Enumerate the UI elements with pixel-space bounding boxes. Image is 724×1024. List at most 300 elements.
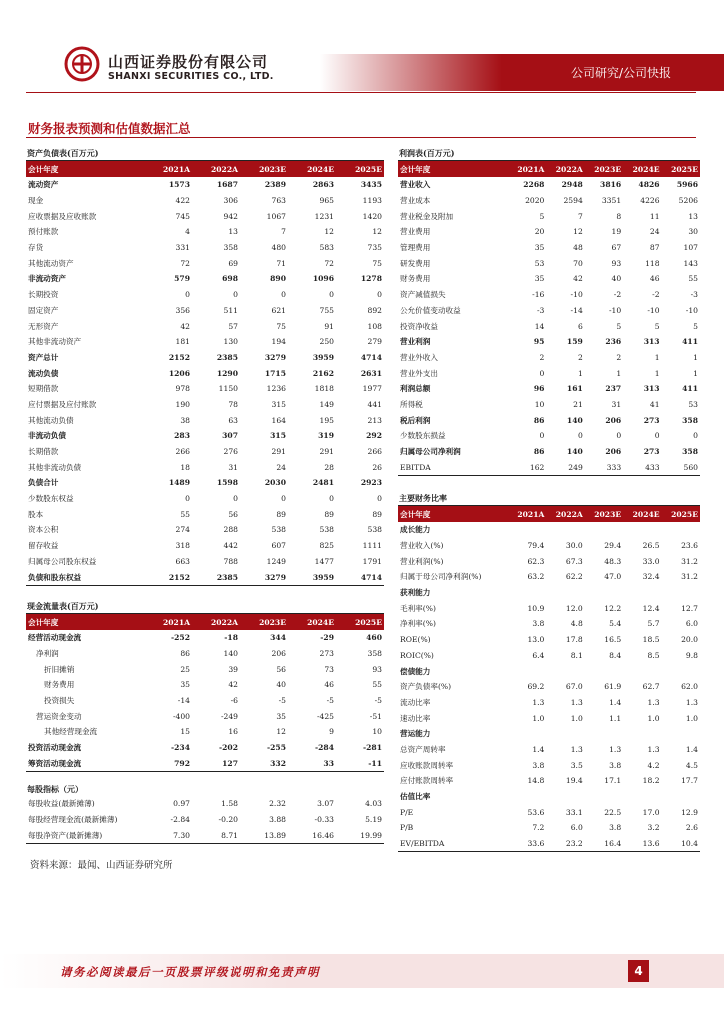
value-cell <box>662 726 700 742</box>
value-cell: 1573 <box>168 180 190 190</box>
row-label: 净利润 <box>36 649 59 659</box>
value-cell: 19.99 <box>336 827 384 843</box>
value-cell: 86 <box>533 415 545 425</box>
value-cell: 4826 <box>638 180 660 190</box>
header-year-cell: 2023E <box>240 614 288 630</box>
value-cell: 140 <box>223 649 238 659</box>
row-label: 偿债能力 <box>400 666 431 676</box>
row-label: 流动比率 <box>400 697 431 707</box>
value-cell: 344 <box>270 633 286 643</box>
value-cell: 250 <box>319 337 334 347</box>
value-cell: -400 <box>172 711 190 721</box>
header-year-cell: 2021A <box>508 161 546 177</box>
value-cell: 62.7 <box>642 682 660 692</box>
balance-sheet-block <box>26 146 384 586</box>
value-cell: 0 <box>185 494 190 504</box>
value-cell: 3279 <box>264 352 286 362</box>
value-cell: 1096 <box>312 274 334 284</box>
value-cell: 31.2 <box>681 572 698 582</box>
value-cell: 292 <box>366 431 382 441</box>
value-cell: 5206 <box>678 196 698 206</box>
value-cell <box>546 726 584 742</box>
value-cell: 291 <box>319 447 334 457</box>
table-row <box>26 177 384 193</box>
value-cell: 5.4 <box>609 619 622 629</box>
table-row <box>26 412 384 428</box>
header-year-cell: 2022A <box>546 161 584 177</box>
value-cell: 18.2 <box>642 776 660 786</box>
value-cell: 67.0 <box>565 682 583 692</box>
header-year-cell: 2025E <box>662 506 700 522</box>
value-cell: -3 <box>536 305 545 315</box>
value-cell: 1.3 <box>570 697 583 707</box>
row-label: 归属母公司净利润 <box>400 447 461 457</box>
value-cell: 4.8 <box>570 619 583 629</box>
table-row <box>26 677 384 693</box>
value-cell: 0 <box>233 290 238 300</box>
value-cell: 108 <box>367 321 382 331</box>
table-row <box>26 661 384 677</box>
row-label: 获利能力 <box>400 588 431 598</box>
header-year-cell: 2022A <box>192 614 240 630</box>
row-label: 应收票据及应收账款 <box>28 211 97 221</box>
value-cell <box>623 585 661 601</box>
value-cell: 441 <box>367 399 382 409</box>
value-cell: 1477 <box>314 556 334 566</box>
value-cell: -249 <box>220 711 238 721</box>
value-cell: 2948 <box>561 180 583 190</box>
value-cell: 621 <box>271 305 286 315</box>
value-cell: 89 <box>276 509 286 519</box>
ratios-block <box>398 491 700 852</box>
value-cell: 22.5 <box>604 807 622 817</box>
value-cell: 7.30 <box>144 827 192 843</box>
value-cell: 2 <box>616 352 622 362</box>
value-cell: 825 <box>319 541 334 551</box>
footer-disclaimer: 请务必阅读最后一页股票评级说明和免责声明 <box>60 965 320 979</box>
per-share-title: 每股指标（元） <box>27 784 83 794</box>
row-label: 应付票据及应付账款 <box>28 399 97 409</box>
header-year-cell: 2021A <box>508 506 546 522</box>
value-cell: 17.0 <box>642 807 660 817</box>
table-row <box>398 397 700 413</box>
value-cell: 6.0 <box>570 823 583 833</box>
row-label: 股本 <box>28 509 44 519</box>
table-row <box>26 365 384 381</box>
value-cell: 333 <box>585 459 623 475</box>
value-cell: 358 <box>223 243 238 253</box>
value-cell: 978 <box>175 384 190 394</box>
value-cell: 788 <box>223 556 238 566</box>
value-cell: -2.84 <box>170 815 190 825</box>
row-label: 筹资活动现金流 <box>26 756 144 772</box>
value-cell: 3.8 <box>532 760 545 770</box>
value-cell: 3.8 <box>532 619 545 629</box>
value-cell: 249 <box>546 459 584 475</box>
value-cell: 13.89 <box>240 827 288 843</box>
value-cell: 23.2 <box>546 836 584 852</box>
value-cell: 3279 <box>240 569 288 585</box>
value-cell: -284 <box>314 743 334 753</box>
value-cell: 1489 <box>168 478 190 488</box>
value-cell: 42 <box>573 274 583 284</box>
value-cell: 2385 <box>192 569 240 585</box>
value-cell: 1.4 <box>532 744 545 754</box>
table-row <box>26 827 384 843</box>
value-cell: 7.2 <box>532 823 545 833</box>
header-year-cell: 2025E <box>336 161 384 177</box>
value-cell: 283 <box>174 431 190 441</box>
value-cell <box>585 522 623 538</box>
table-row <box>26 756 384 772</box>
page-number: 4 <box>628 960 649 982</box>
row-label: 营业成本 <box>400 196 431 206</box>
row-label: 营业利润 <box>400 337 431 347</box>
header-year-cell: 2023E <box>585 506 623 522</box>
per-share-block <box>26 782 384 844</box>
value-cell: 315 <box>271 399 286 409</box>
row-label: EV/EBITDA <box>398 836 508 852</box>
value-cell: 511 <box>223 305 238 315</box>
value-cell: 17.1 <box>604 776 622 786</box>
row-label: 固定资产 <box>28 305 59 315</box>
value-cell: 3.5 <box>570 760 583 770</box>
value-cell: 12 <box>573 227 583 237</box>
value-cell: 422 <box>175 196 190 206</box>
value-cell: 6.4 <box>532 650 545 660</box>
table-row <box>398 773 700 789</box>
value-cell: 237 <box>605 384 622 394</box>
value-cell: 1 <box>616 368 622 378</box>
value-cell: 69.2 <box>527 682 545 692</box>
value-cell: 8.5 <box>647 650 660 660</box>
value-cell: 538 <box>319 525 334 535</box>
value-cell: 2.32 <box>269 799 286 809</box>
row-label: 存货 <box>28 243 44 253</box>
income-block <box>398 146 700 476</box>
value-cell: 1 <box>693 352 698 362</box>
row-label: 资本公积 <box>28 525 59 535</box>
value-cell: 91 <box>324 321 334 331</box>
table-row <box>26 428 384 444</box>
value-cell: 2 <box>577 352 583 362</box>
value-cell: 56 <box>228 509 238 519</box>
row-label: 其他非流动资产 <box>28 337 82 347</box>
value-cell: 3.8 <box>609 823 622 833</box>
value-cell: 12.4 <box>642 603 660 613</box>
row-label: 少数股东权益 <box>28 494 74 504</box>
value-cell: -10 <box>570 290 583 300</box>
table-row <box>398 804 700 820</box>
table-row <box>398 585 700 601</box>
row-label: 预付账款 <box>28 227 59 237</box>
table-row <box>26 193 384 209</box>
value-cell: 12.9 <box>681 807 698 817</box>
value-cell: 5.7 <box>647 619 660 629</box>
value-cell: 0 <box>539 368 545 378</box>
value-cell: 0 <box>654 431 660 441</box>
value-cell: 6.0 <box>685 619 698 629</box>
value-cell: 75 <box>372 258 382 268</box>
table-row <box>26 740 384 756</box>
row-label: 营运能力 <box>400 729 431 739</box>
table-row <box>398 177 700 193</box>
row-label: ROE(%) <box>400 635 431 645</box>
value-cell: 356 <box>175 305 190 315</box>
value-cell: 0.97 <box>173 799 190 809</box>
value-cell: 1.3 <box>609 744 622 754</box>
value-cell <box>623 522 661 538</box>
table-row <box>398 193 700 209</box>
value-cell: 538 <box>367 525 382 535</box>
row-label: 折旧摊销 <box>44 664 75 674</box>
table-row <box>398 271 700 287</box>
value-cell <box>508 585 546 601</box>
value-cell: 16 <box>228 727 238 737</box>
value-cell: 195 <box>319 415 334 425</box>
value-cell: 1.3 <box>685 697 698 707</box>
value-cell: 30 <box>688 227 698 237</box>
income-table <box>398 161 700 476</box>
value-cell: 4.03 <box>365 799 382 809</box>
table-row <box>398 553 700 569</box>
value-cell: 12 <box>324 227 334 237</box>
value-cell: 358 <box>682 447 698 457</box>
value-cell: -255 <box>266 743 286 753</box>
value-cell: 161 <box>566 384 583 394</box>
value-cell: 206 <box>605 447 622 457</box>
value-cell: 0 <box>693 431 698 441</box>
value-cell: 26 <box>372 462 382 472</box>
table-row <box>26 693 384 709</box>
value-cell: 2152 <box>144 569 192 585</box>
table-row <box>26 796 384 812</box>
value-cell: 10 <box>534 399 545 409</box>
value-cell: 2162 <box>312 368 334 378</box>
value-cell: 266 <box>175 447 190 457</box>
value-cell: 18 <box>180 462 190 472</box>
value-cell: 2481 <box>312 478 334 488</box>
table-row <box>398 365 700 381</box>
row-label: 其他经营现金流 <box>44 727 98 737</box>
row-label: 非流动负债 <box>28 431 66 441</box>
value-cell: 130 <box>223 337 238 347</box>
value-cell: 735 <box>367 243 382 253</box>
value-cell <box>546 522 584 538</box>
value-cell: 1111 <box>362 541 382 551</box>
table-row <box>398 303 700 319</box>
value-cell <box>623 726 661 742</box>
value-cell: 23.6 <box>681 541 698 551</box>
value-cell: 11 <box>649 211 660 221</box>
table-row <box>398 820 700 836</box>
value-cell: -252 <box>170 633 190 643</box>
value-cell: 31 <box>611 399 622 409</box>
value-cell <box>585 726 623 742</box>
table-row <box>26 255 384 271</box>
table-header-row <box>26 614 384 630</box>
value-cell: 358 <box>367 649 382 659</box>
value-cell: 273 <box>319 649 334 659</box>
value-cell: 3959 <box>312 352 334 362</box>
row-label: 净利率(%) <box>400 619 436 629</box>
table-row <box>26 444 384 460</box>
value-cell: 583 <box>319 243 334 253</box>
table-row <box>26 724 384 740</box>
value-cell: 31 <box>228 462 238 472</box>
value-cell: 5.19 <box>365 815 382 825</box>
value-cell: 47.0 <box>604 572 622 582</box>
value-cell: 35 <box>180 680 190 690</box>
value-cell: 2 <box>539 352 545 362</box>
header-label-cell: 会计年度 <box>26 614 144 630</box>
value-cell: 206 <box>271 649 286 659</box>
row-label: 负债合计 <box>28 478 59 488</box>
row-label: 公允价值变动收益 <box>400 305 461 315</box>
table-row <box>26 271 384 287</box>
row-label: 营业外支出 <box>400 368 438 378</box>
value-cell: 2.6 <box>685 823 698 833</box>
value-cell: 13 <box>228 227 238 237</box>
table-row <box>26 630 384 646</box>
value-cell: 79.4 <box>527 541 545 551</box>
value-cell: 206 <box>605 415 622 425</box>
value-cell: 143 <box>683 258 698 268</box>
value-cell: -10 <box>685 305 698 315</box>
row-label: 无形资产 <box>28 321 59 331</box>
value-cell: 0 <box>185 290 190 300</box>
value-cell: -11 <box>336 756 384 772</box>
value-cell: 6 <box>577 321 583 331</box>
header-year-cell: 2024E <box>288 614 336 630</box>
value-cell: 70 <box>573 258 583 268</box>
value-cell: 1150 <box>218 384 238 394</box>
value-cell: 4.2 <box>647 760 660 770</box>
value-cell: 9.8 <box>685 650 698 660</box>
value-cell <box>508 522 546 538</box>
value-cell: 19 <box>611 227 622 237</box>
value-cell: 33.0 <box>642 556 660 566</box>
value-cell <box>662 663 700 679</box>
per-share-table <box>26 796 384 844</box>
value-cell: 56 <box>276 664 286 674</box>
value-cell: 0 <box>539 431 545 441</box>
value-cell: 1.0 <box>685 713 698 723</box>
value-cell: -425 <box>316 711 334 721</box>
row-label: 流动负债 <box>28 368 59 378</box>
table-row <box>26 646 384 662</box>
value-cell: 12.7 <box>681 603 698 613</box>
value-cell: 1791 <box>362 556 382 566</box>
value-cell: 0 <box>616 431 622 441</box>
row-label: 应付账款周转率 <box>400 776 454 786</box>
row-label: 长期投资 <box>28 290 59 300</box>
table-row <box>26 350 384 366</box>
row-label: 财务费用 <box>400 274 431 284</box>
value-cell: 95 <box>533 337 545 347</box>
value-cell: 12.0 <box>565 603 583 613</box>
value-cell: 1236 <box>266 384 286 394</box>
value-cell <box>585 789 623 805</box>
value-cell: 0 <box>377 290 382 300</box>
value-cell: -51 <box>369 711 382 721</box>
table-row <box>26 224 384 240</box>
row-label: ROIC(%) <box>400 650 434 660</box>
value-cell: 3.2 <box>647 823 660 833</box>
table-row <box>26 491 384 507</box>
section-divider <box>26 137 696 138</box>
table-row <box>398 224 700 240</box>
value-cell: 159 <box>566 337 583 347</box>
table-row <box>398 742 700 758</box>
value-cell: 2030 <box>264 478 286 488</box>
row-label: 少数股东损益 <box>400 431 446 441</box>
value-cell <box>623 789 661 805</box>
value-cell: 3351 <box>601 196 622 206</box>
table-header-row <box>26 161 384 177</box>
value-cell: 538 <box>271 525 286 535</box>
row-label: 营业收入 <box>400 180 431 190</box>
table-row <box>398 444 700 460</box>
value-cell: 2594 <box>563 196 583 206</box>
value-cell: 13 <box>688 211 698 221</box>
table-row <box>26 554 384 570</box>
value-cell: -0.33 <box>314 815 334 825</box>
balance-sheet-table <box>26 161 384 586</box>
value-cell: -6 <box>230 696 238 706</box>
table-row <box>26 208 384 224</box>
table-row <box>398 459 700 475</box>
row-label: 利润总额 <box>400 384 431 394</box>
value-cell: 1.0 <box>647 713 660 723</box>
value-cell: 24 <box>649 227 660 237</box>
row-label: 所得税 <box>400 399 423 409</box>
value-cell: 2268 <box>523 180 545 190</box>
row-label: EBITDA <box>398 459 508 475</box>
row-label: 每股净资产(最新摊薄) <box>26 827 144 843</box>
value-cell: 18.5 <box>642 635 660 645</box>
value-cell: 55 <box>688 274 698 284</box>
value-cell: 1.3 <box>647 697 660 707</box>
value-cell <box>546 585 584 601</box>
row-label: 税后利润 <box>400 415 431 425</box>
value-cell: 313 <box>643 384 660 394</box>
value-cell <box>585 585 623 601</box>
header-label-cell: 会计年度 <box>398 506 508 522</box>
row-label: P/E <box>400 807 414 817</box>
value-cell: 1.0 <box>532 713 545 723</box>
table-row <box>26 334 384 350</box>
value-cell: 313 <box>643 337 660 347</box>
table-row <box>398 350 700 366</box>
value-cell: 306 <box>223 196 238 206</box>
value-cell: 607 <box>271 541 286 551</box>
row-label: 投资净收益 <box>400 321 438 331</box>
value-cell: 8 <box>616 211 622 221</box>
value-cell: 1231 <box>314 211 334 221</box>
value-cell: 29.4 <box>604 541 622 551</box>
value-cell: 0 <box>329 494 334 504</box>
cash-flow-block <box>26 599 384 772</box>
table-row <box>398 757 700 773</box>
value-cell: 33.6 <box>508 836 546 852</box>
value-cell: 1.58 <box>221 799 238 809</box>
value-cell <box>623 663 661 679</box>
company-name-cn: 山西证券股份有限公司 <box>108 53 269 71</box>
row-label: 研发费用 <box>400 258 431 268</box>
value-cell: 274 <box>175 525 190 535</box>
value-cell: 0 <box>577 431 583 441</box>
